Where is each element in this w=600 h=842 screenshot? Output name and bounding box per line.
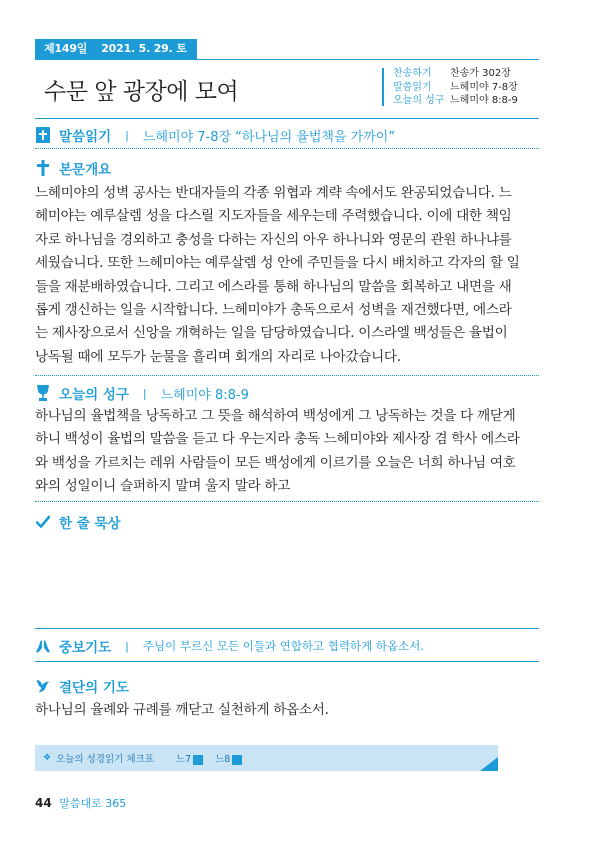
- reading-label: 말씀읽기: [59, 129, 112, 145]
- checklist-item-label: 느7: [175, 754, 192, 765]
- text-line: 자로 하나님을 경외하고 충성을 다하는 자신의 아우 하나니와 영문의 관원 하나냐를: [35, 231, 512, 248]
- cross-icon: [35, 160, 51, 176]
- info-value: 찬송가 302장: [450, 68, 511, 79]
- meditation-section-title: [35, 512, 121, 532]
- text-line: 하나님의 율법책을 낭독하고 그 뜻을 해석하여 백성에게 그 낭독하는 것을 다 깨닫게: [35, 408, 516, 424]
- checklist-label: 오늘의 성경읽기 체크표: [56, 754, 154, 765]
- intercession-text: 주님이 부르신 모든 이들과 연합하고 협력하게 하옵소서.: [142, 639, 424, 653]
- verse-dotted-rule: [35, 501, 539, 502]
- info-divider: [382, 68, 384, 106]
- page-title: 수문 앞 광장에 모여: [44, 79, 239, 105]
- separator: |: [125, 128, 129, 142]
- info-label: 찬송하기: [393, 68, 432, 79]
- date-badge: [35, 39, 197, 59]
- text-line: 와 백성을 가르치는 레위 사람들이 모든 백성에게 이르기를 오늘은 너희 하나님 여호: [35, 454, 516, 471]
- page-footer: [35, 795, 126, 811]
- info-value: 느헤미야 7-8장: [450, 81, 518, 93]
- text-line: 낭독될 때에 모두가 눈물을 흘리며 회개의 자리로 나아갔습니다.: [35, 348, 401, 365]
- checklist-item[interactable]: [215, 751, 242, 765]
- checklist: [43, 751, 242, 765]
- intercession-rule: [35, 661, 539, 662]
- resolution-text: 하나님의 율례와 규례를 깨닫고 실천하게 하옵소서.: [35, 702, 329, 718]
- diamond-icon: ❖: [43, 753, 52, 763]
- reading-ref: 느헤미야 7-8장 “하나님의 율법책을 가까이”: [142, 129, 396, 145]
- reading-section-title: [35, 125, 395, 145]
- meditation-writing-area[interactable]: [35, 535, 539, 627]
- intercession-section-title: [35, 636, 424, 656]
- book-title: 말씀대로 365: [59, 797, 127, 810]
- chalice-icon: [35, 385, 51, 401]
- text-line: 들을 재분배하였습니다. 그리고 에스라를 통해 하나님의 말씀을 회복하고 내면을 새: [35, 278, 512, 295]
- verse-label: 오늘의 성구: [59, 387, 129, 403]
- checkmark-icon: [35, 514, 51, 530]
- bible-icon: [35, 127, 51, 143]
- summary-text: [35, 182, 541, 369]
- text-line: 와의 성일이니 슬퍼하지 말며 울지 말라 하고: [35, 478, 291, 495]
- checklist-item-label: 느8: [215, 754, 231, 765]
- resolution-label: 결단의 기도: [59, 680, 129, 696]
- summary-section-title: [35, 158, 111, 178]
- text-line: 하니 백성이 율법의 말씀을 듣고 다 우는지라 총독 느헤미야와 제사장 겸 학사 에스라: [35, 431, 520, 448]
- meditation-label: 한 줄 묵상: [59, 516, 121, 532]
- resolution-section-title: [35, 676, 129, 696]
- summary-label: 본문개요: [59, 162, 112, 178]
- info-label: 말씀읽기: [393, 81, 432, 93]
- info-value: 느헤미야 8:8-9: [450, 95, 518, 106]
- reading-dotted-rule: [35, 148, 539, 149]
- summary-dotted-rule: [35, 375, 539, 376]
- info-block: [393, 67, 518, 108]
- separator: |: [142, 386, 147, 400]
- info-row-verse: [393, 94, 518, 108]
- text-line: 롭게 갱신하는 일을 시작합니다. 느헤미야가 총독으로서 성벽을 재건했다면, 에스라: [35, 302, 512, 319]
- checkbox[interactable]: [232, 755, 242, 765]
- text-line: 헤미야는 예루살렘 성을 다스릴 지도자들을 세우는데 주력했습니다. 이에 대한 책임: [35, 208, 512, 225]
- checklist-item[interactable]: [176, 751, 203, 765]
- day-number: 제149일: [44, 42, 88, 55]
- verse-text: [35, 405, 541, 499]
- separator: |: [125, 639, 129, 653]
- text-line: 느헤미야의 성벽 공사는 반대자들의 각종 위협과 계략 속에서도 완공되었습니다. 느: [35, 185, 512, 201]
- title-rule: [35, 118, 539, 119]
- info-row-hymn: [393, 67, 518, 81]
- info-row-reading: [393, 81, 518, 95]
- intercession-label: 중보기도: [59, 640, 112, 656]
- praying-hands-icon: [35, 638, 51, 654]
- verse-ref: 느헤미야 8:8-9: [160, 387, 249, 403]
- checkbox[interactable]: [193, 755, 203, 765]
- meditation-rule: [35, 628, 539, 629]
- dove-icon: [35, 678, 51, 694]
- header-rule: [35, 59, 539, 60]
- text-line: 세웠습니다. 또한 느헤미야는 예루살렘 성 안에 주민들을 다시 배치하고 각자의 할 일: [35, 255, 520, 272]
- info-label: 오늘의 성구: [393, 95, 445, 106]
- corner-fold-icon: [480, 757, 498, 771]
- text-line: 는 제사장으로서 신앙을 개혁하는 일을 담당하였습니다. 이스라엘 백성들은 율법이: [35, 325, 508, 342]
- page-number: 44: [35, 796, 52, 810]
- verse-section-title: [35, 383, 249, 403]
- date-text: 2021. 5. 29. 토: [101, 42, 187, 55]
